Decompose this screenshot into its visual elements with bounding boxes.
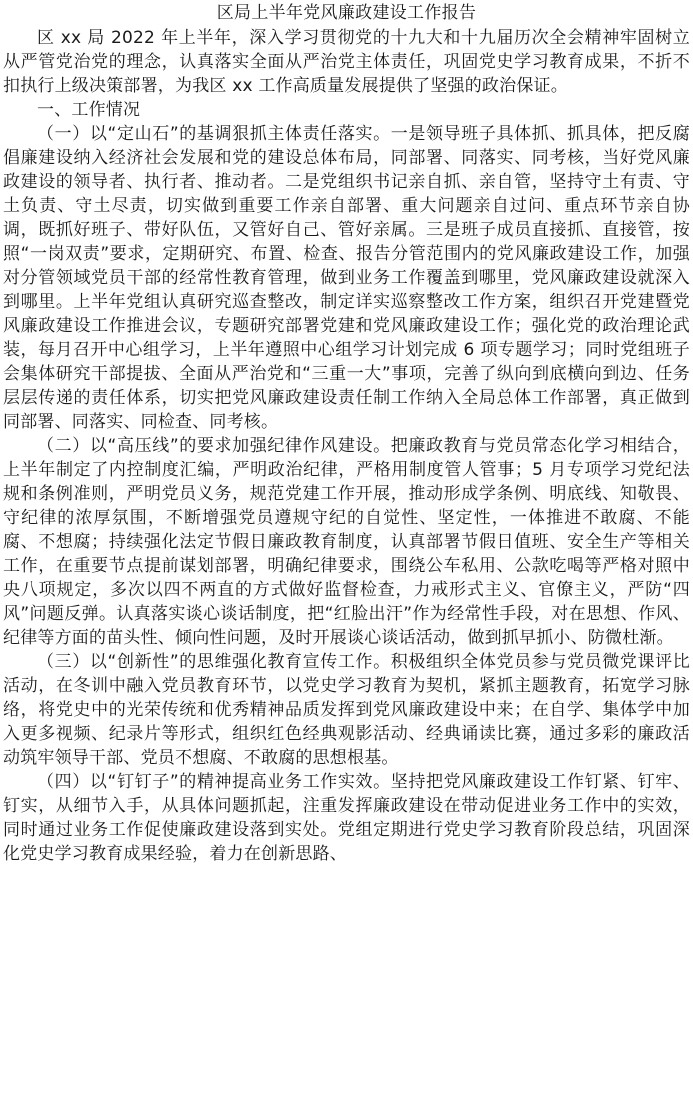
section-heading-work-status: 一、工作情况 xyxy=(37,100,141,120)
paragraph-3: （三）以“创新性”的思维强化教育宣传工作。积极组织全体党员参与党员微党课评比活动，在冬训中融入党员教育环节，以党史学习教育为契机，紧抓主题教育，拓宽学习脉络，将党史中的光荣传统和优秀精神品质发挥到党风廉政建设中来；在自学、集体学中加入更多视频、纪录片等形式，组织红色经典观影活动、经典诵读比赛，通过多彩的廉政活动筑牢领导干部、党员不想腐、不敢腐的思想根基。 xyxy=(3,652,690,768)
paragraph-2: （二）以“高压线”的要求加强纪律作风建设。把廉政教育与党员常态化学习相结合，上半年制定了内控制度汇编，严明政治纪律，严格用制度管人管事；5 月专项学习党纪法规和条例准则，严明党员义务，规范党建工作开展，推动形成学条例、明底线、知敬畏、守纪律的浓厚氛围，不断增强党员遵规守纪的自觉性、坚定性，一体推进不敢腐、不能腐、不想腐；持续强化法定节假日廉政教育制度，认真部署节假日值班、安全生产等相关工作，在重要节点提前谋划部署，明确纪律要求，围绕公车私用、公款吃喝等严格对照中央八项规定，多次以四不两直的方式做好监督检查，力戒形式主义、官僚主义，严防“四风”问题反弹。认真落实谈心谈话制度，把“红脸出汗”作为经常性手段，对在思想、作风、纪律等方面的苗头性、倾向性问题，及时开展谈心谈话活动，做到抓早抓小、防微杜渐。 xyxy=(3,436,690,648)
paragraph-1: （一）以“定山石”的基调狠抓主体责任落实。一是领导班子具体抓、抓具体，把反腐倡廉建设纳入经济社会发展和党的建设总体布局，同部署、同落实、同考核，当好党风廉政建设的领导者、执行者、推动者。二是党组织书记亲自抓、亲自管，坚持守土有责、守土负责、守土尽责，切实做到重要工作亲自部署、重大问题亲自过问、重点环节亲自协调，既抓好班子、带好队伍，又管好自己、管好亲属。三是班子成员直接抓、直接管，按照“一岗双责”要求，定期研究、布置、检查、报告分管范围内的党风廉政建设工作，加强对分管领域党员干部的经常性教育管理，做到业务工作覆盖到哪里，党风廉政建设就深入到哪里。上半年党组认真研究巡查整改，制定详实巡察整改工作方案，组织召开党建暨党风廉政建设工作推进会议，专题研究部署党建和党风廉政建设工作；强化党的政治理论武装，每月召开中心组学习，上半年遵照中心组学习计划完成 6 项专题学习；同时党组班子会集体研究干部提拔、全面从严治党和“三重一大”事项，完善了纵向到底横向到边、任务层层传递的责任体系，切实把党风廉政建设责任制工作纳入全局总体工作部署，真正做到同部署、同落实、同检查、同考核。 xyxy=(3,124,690,432)
intro-paragraph: 区 xx 局 2022 年上半年，深入学习贯彻党的十九大和十九届历次全会精神牢固树立从严管党治党的理念，认真落实全面从严治党主体责任，巩固党史学习教育成果，不折不扣执行上级决策部署，为我区 xx 工作高质量发展提供了坚强的政治保证。 xyxy=(3,28,690,96)
document-title: 区局上半年党风廉政建设工作报告 xyxy=(216,3,477,23)
paragraph-4: （四）以“钉钉子”的精神提高业务工作实效。坚持把党风廉政建设工作钉紧、钉牢、钉实，从细节入手，从具体问题抓起，注重发挥廉政建设在带动促进业务工作中的实效，同时通过业务工作促使廉政建设落到实处。党组定期进行党史学习教育阶段总结，巩固深化党史学习教育成果经验，着力在创新思路、 xyxy=(3,772,690,864)
